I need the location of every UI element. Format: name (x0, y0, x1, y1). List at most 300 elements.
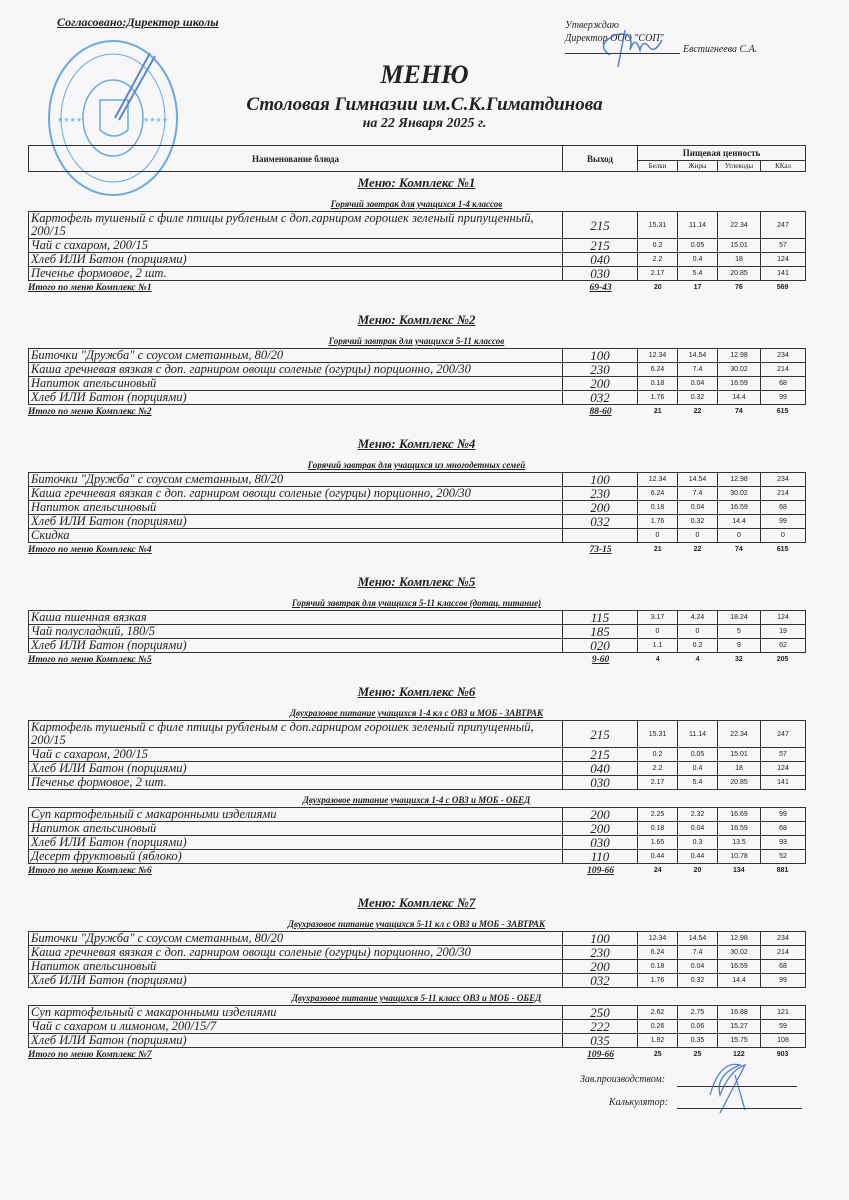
protein-cell: 0.2 (638, 239, 678, 253)
dish-output-cell: 100 (563, 349, 638, 363)
total-price: 73-15 (589, 545, 612, 555)
kcal-cell: 214 (761, 946, 806, 960)
protein-cell: 2.25 (638, 808, 678, 822)
carbs-cell: 10.78 (718, 850, 761, 864)
dish-name-cell: Хлеб ИЛИ Батон (порциями) (29, 974, 563, 988)
dish-name-cell: Биточки "Дружба" с соусом сметанным, 80/20 (29, 349, 563, 363)
dish-output-cell: 040 (563, 253, 638, 267)
table-row (29, 1034, 806, 1048)
table-row (29, 239, 806, 253)
table-row (29, 253, 806, 267)
kcal-cell: 59 (761, 1020, 806, 1034)
total-kcal: 205 (776, 656, 789, 663)
total-carbs: 76 (734, 284, 743, 291)
kcal-cell: 68 (761, 377, 806, 391)
group-subtitle: Горячий завтрак для учащихся из многодетных семей (307, 460, 526, 470)
protein-cell: 6.24 (638, 363, 678, 377)
dish-name-cell: Хлеб ИЛИ Батон (порциями) (29, 391, 563, 405)
section-title: Меню: Комплекс №2 (357, 312, 476, 327)
dish-output-cell: 200 (563, 501, 638, 515)
fat-cell: 0.2 (678, 639, 718, 653)
table-row (29, 836, 806, 850)
dish-output-cell: 230 (563, 363, 638, 377)
dish-name-cell: Каша гречневая вязкая с доп. гарниром овощи соленые (огурцы) порционно, 200/30 (29, 363, 563, 377)
carbs-cell: 22.34 (718, 721, 761, 748)
total-carbs: 122 (733, 1051, 745, 1058)
dish-table (28, 1005, 806, 1048)
kcal-cell: 124 (761, 611, 806, 625)
carbs-cell: 30.02 (718, 487, 761, 501)
section-title: Меню: Комплекс №4 (357, 436, 476, 451)
table-row (29, 363, 806, 377)
protein-cell: 2.17 (638, 267, 678, 281)
kcal-cell: 68 (761, 501, 806, 515)
section-total (28, 653, 805, 667)
kcal-cell: 214 (761, 487, 806, 501)
protein-cell: 2.17 (638, 776, 678, 790)
table-row (29, 960, 806, 974)
protein-cell: 0.18 (638, 822, 678, 836)
dish-name-cell: Биточки "Дружба" с соусом сметанным, 80/20 (29, 932, 563, 946)
dish-output-cell: 222 (563, 1020, 638, 1034)
total-carbs: 74 (734, 408, 743, 415)
kcal-cell: 108 (761, 1034, 806, 1048)
menu-section (28, 571, 805, 667)
dish-output-cell (563, 529, 638, 543)
dish-output-cell: 110 (563, 850, 638, 864)
table-row (29, 808, 806, 822)
calculator-label: Калькулятор: (609, 1097, 668, 1108)
kcal-cell: 141 (761, 267, 806, 281)
dish-name-cell: Хлеб ИЛИ Батон (порциями) (29, 836, 563, 850)
kcal-cell: 99 (761, 808, 806, 822)
dish-output-cell: 230 (563, 946, 638, 960)
carbs-cell: 9 (718, 639, 761, 653)
protein-cell: 0 (638, 625, 678, 639)
page-title: МЕНЮ (380, 60, 469, 89)
dish-table (28, 472, 806, 543)
fat-cell: 0.35 (678, 1034, 718, 1048)
menu-section (28, 309, 805, 419)
table-row (29, 611, 806, 625)
col-carbs: Углеводы (718, 161, 761, 172)
table-row (29, 391, 806, 405)
section-total (28, 864, 805, 878)
protein-cell: 12.34 (638, 473, 678, 487)
kcal-cell: 99 (761, 391, 806, 405)
carbs-cell: 0 (718, 529, 761, 543)
total-kcal: 615 (776, 408, 789, 415)
production-head-label: Зав.производством: (580, 1074, 666, 1085)
fat-cell: 7.4 (678, 487, 718, 501)
table-row (29, 932, 806, 946)
protein-cell: 0.2 (638, 748, 678, 762)
menu-date: на 22 Января 2025 г. (362, 116, 487, 131)
dish-output-cell: 030 (563, 776, 638, 790)
total-kcal: 569 (776, 284, 789, 291)
canteen-name: Столовая Гимназии им.С.К.Гиматдинова (246, 94, 603, 115)
group-subtitle: Горячий завтрак для учащихся 5-11 классов (дотац. питание) (291, 598, 542, 608)
fat-cell: 0.04 (678, 377, 718, 391)
carbs-cell: 13.5 (718, 836, 761, 850)
dish-output-cell: 250 (563, 1006, 638, 1020)
total-protein: 4 (655, 656, 660, 663)
dish-table (28, 211, 806, 281)
carbs-cell: 20.85 (718, 776, 761, 790)
table-row (29, 515, 806, 529)
fat-cell: 0.04 (678, 501, 718, 515)
total-price: 9-60 (591, 655, 610, 665)
dish-output-cell: 230 (563, 487, 638, 501)
table-row (29, 974, 806, 988)
table-row (29, 762, 806, 776)
total-fat: 25 (693, 1051, 702, 1058)
fat-cell: 14.54 (678, 932, 718, 946)
protein-cell: 1.76 (638, 974, 678, 988)
table-row (29, 639, 806, 653)
dish-name-cell: Десерт фруктовый (яблоко) (29, 850, 563, 864)
fat-cell: 0.04 (678, 822, 718, 836)
total-label: Итого по меню Комплекс №6 (28, 866, 152, 876)
kcal-cell: 62 (761, 639, 806, 653)
table-row (29, 776, 806, 790)
menu-sections (28, 172, 805, 1076)
dish-output-cell: 032 (563, 391, 638, 405)
total-kcal: 881 (776, 867, 789, 874)
section-total (28, 1048, 805, 1062)
dish-output-cell: 032 (563, 974, 638, 988)
table-row (29, 267, 806, 281)
fat-cell: 5.4 (678, 776, 718, 790)
protein-cell: 1.1 (638, 639, 678, 653)
fat-cell: 0.3 (678, 836, 718, 850)
col-name: Наименование блюда (29, 146, 563, 172)
carbs-cell: 14.4 (718, 515, 761, 529)
carbs-cell: 20.85 (718, 267, 761, 281)
protein-cell: 1.76 (638, 515, 678, 529)
col-kcal: ККал (761, 161, 806, 172)
svg-text:★★★★: ★★★★ (143, 116, 169, 124)
protein-cell: 1.76 (638, 391, 678, 405)
svg-text:★★★★: ★★★★ (57, 116, 83, 124)
dish-name-cell: Каша гречневая вязкая с доп. гарниром овощи соленые (огурцы) порционно, 200/30 (29, 487, 563, 501)
protein-cell: 15.31 (638, 212, 678, 239)
dish-name-cell: Напиток апельсиновый (29, 501, 563, 515)
carbs-cell: 15.75 (718, 1034, 761, 1048)
dish-name-cell: Хлеб ИЛИ Батон (порциями) (29, 762, 563, 776)
carbs-cell: 15.27 (718, 1020, 761, 1034)
col-fat: Жиры (678, 161, 718, 172)
section-title: Меню: Комплекс №1 (357, 175, 476, 190)
production-head-signature (690, 1055, 770, 1115)
total-fat: 22 (693, 546, 702, 553)
agreed-by-school-director: Согласовано:Директор школы (57, 15, 219, 29)
col-out: Выход (563, 146, 638, 172)
carbs-cell: 18 (718, 253, 761, 267)
fat-cell: 14.54 (678, 473, 718, 487)
group-subtitle: Двухразовое питание учащихся 1-4 с ОВЗ и МОБ - ОБЕД (302, 795, 531, 805)
total-carbs: 32 (734, 656, 743, 663)
table-row (29, 212, 806, 239)
menu-section (28, 433, 805, 557)
dish-table (28, 807, 806, 864)
section-title: Меню: Комплекс №6 (357, 684, 476, 699)
dish-name-cell: Хлеб ИЛИ Батон (порциями) (29, 639, 563, 653)
total-fat: 22 (693, 408, 702, 415)
total-price: 88-60 (589, 407, 612, 417)
protein-cell: 0 (638, 529, 678, 543)
approve-label: Утверждаю (565, 20, 619, 31)
total-fat: 20 (693, 867, 702, 874)
dish-output-cell: 115 (563, 611, 638, 625)
dish-name-cell: Картофель тушеный с филе птицы рубленым с доп.гарниром горошек зеленый припущенный, 200/15 (29, 212, 563, 239)
total-price: 109-66 (587, 866, 615, 876)
carbs-cell: 15.01 (718, 239, 761, 253)
dish-name-cell: Печенье формовое, 2 шт. (29, 267, 563, 281)
group-subtitle: Двухразовое питание учащихся 1-4 кл с ОВЗ и МОБ - ЗАВТРАК (289, 708, 544, 718)
dish-name-cell: Чай с сахаром, 200/15 (29, 748, 563, 762)
dish-output-cell: 030 (563, 836, 638, 850)
section-title: Меню: Комплекс №7 (357, 895, 476, 910)
section-total (28, 281, 805, 295)
dish-name-cell: Биточки "Дружба" с соусом сметанным, 80/20 (29, 473, 563, 487)
fat-cell: 0.32 (678, 974, 718, 988)
fat-cell: 2.32 (678, 808, 718, 822)
fat-cell: 0.44 (678, 850, 718, 864)
protein-cell: 6.24 (638, 946, 678, 960)
protein-cell: 3.17 (638, 611, 678, 625)
protein-cell: 12.34 (638, 932, 678, 946)
carbs-cell: 16.59 (718, 960, 761, 974)
table-row (29, 529, 806, 543)
carbs-cell: 12.98 (718, 473, 761, 487)
dish-name-cell: Печенье формовое, 2 шт. (29, 776, 563, 790)
dish-output-cell: 200 (563, 377, 638, 391)
fat-cell: 2.75 (678, 1006, 718, 1020)
dish-name-cell: Хлеб ИЛИ Батон (порциями) (29, 1034, 563, 1048)
fat-cell: 0.32 (678, 515, 718, 529)
kcal-cell: 19 (761, 625, 806, 639)
group-subtitle: Горячий завтрак для учащихся 1-4 классов (330, 199, 503, 209)
fat-cell: 11.14 (678, 721, 718, 748)
approver-title: Директор ООО "СОП" (565, 33, 664, 44)
table-row (29, 501, 806, 515)
carbs-cell: 30.02 (718, 946, 761, 960)
carbs-cell: 18 (718, 762, 761, 776)
dish-name-cell: Каша гречневая вязкая с доп. гарниром овощи соленые (огурцы) порционно, 200/30 (29, 946, 563, 960)
dish-name-cell: Суп картофельный с макаронными изделиями (29, 808, 563, 822)
total-fat: 4 (695, 656, 700, 663)
director-name: Евстигнеева С.А. (683, 44, 758, 55)
fat-cell: 11.14 (678, 212, 718, 239)
kcal-cell: 99 (761, 974, 806, 988)
dish-name-cell: Картофель тушеный с филе птицы рубленым с доп.гарниром горошек зеленый припущенный, 200/15 (29, 721, 563, 748)
kcal-cell: 141 (761, 776, 806, 790)
dish-table (28, 720, 806, 790)
protein-cell: 2.62 (638, 1006, 678, 1020)
protein-cell: 15.31 (638, 721, 678, 748)
fat-cell: 7.4 (678, 946, 718, 960)
fat-cell: 0 (678, 625, 718, 639)
carbs-cell: 5 (718, 625, 761, 639)
total-price: 109-66 (587, 1050, 615, 1060)
section-total (28, 543, 805, 557)
group-subtitle: Двухразовое питание учащихся 5-11 класс ОВЗ и МОБ - ОБЕД (291, 993, 542, 1003)
fat-cell: 5.4 (678, 267, 718, 281)
table-row (29, 721, 806, 748)
protein-cell: 12.34 (638, 349, 678, 363)
dish-output-cell: 035 (563, 1034, 638, 1048)
menu-section (28, 892, 805, 1062)
dish-output-cell: 100 (563, 932, 638, 946)
table-row (29, 487, 806, 501)
dish-name-cell: Скидка (29, 529, 563, 543)
dish-table (28, 348, 806, 405)
carbs-cell: 14.4 (718, 974, 761, 988)
kcal-cell: 234 (761, 932, 806, 946)
total-protein: 24 (653, 867, 662, 874)
carbs-cell: 16.59 (718, 501, 761, 515)
protein-cell: 6.24 (638, 487, 678, 501)
carbs-cell: 18.24 (718, 611, 761, 625)
dish-output-cell: 020 (563, 639, 638, 653)
total-carbs: 134 (733, 867, 745, 874)
carbs-cell: 16.69 (718, 808, 761, 822)
kcal-cell: 68 (761, 822, 806, 836)
dish-name-cell: Напиток апельсиновый (29, 822, 563, 836)
kcal-cell: 214 (761, 363, 806, 377)
dish-output-cell: 200 (563, 808, 638, 822)
menu-section (28, 172, 805, 295)
table-row (29, 1020, 806, 1034)
kcal-cell: 57 (761, 239, 806, 253)
dish-name-cell: Чай полусладкий, 180/5 (29, 625, 563, 639)
protein-cell: 0.18 (638, 960, 678, 974)
col-nutrition: Пищевая ценность (638, 146, 806, 161)
fat-cell: 0.05 (678, 748, 718, 762)
dish-output-cell: 100 (563, 473, 638, 487)
table-row (29, 349, 806, 363)
total-label: Итого по меню Комплекс №2 (28, 407, 152, 417)
protein-cell: 0.18 (638, 377, 678, 391)
total-protein: 20 (653, 284, 662, 291)
kcal-cell: 234 (761, 349, 806, 363)
dish-name-cell: Напиток апельсиновый (29, 960, 563, 974)
carbs-cell: 22.34 (718, 212, 761, 239)
section-title: Меню: Комплекс №5 (357, 574, 476, 589)
carbs-cell: 15.01 (718, 748, 761, 762)
fat-cell: 14.54 (678, 349, 718, 363)
total-protein: 25 (653, 1051, 662, 1058)
dish-output-cell: 215 (563, 748, 638, 762)
carbs-cell: 16.88 (718, 1006, 761, 1020)
dish-output-cell: 040 (563, 762, 638, 776)
table-row (29, 850, 806, 864)
dish-name-cell: Чай с сахаром и лимоном, 200/15/7 (29, 1020, 563, 1034)
fat-cell: 0.06 (678, 1020, 718, 1034)
total-carbs: 74 (734, 546, 743, 553)
carbs-cell: 12.98 (718, 349, 761, 363)
total-kcal: 903 (776, 1051, 789, 1058)
carbs-cell: 30.02 (718, 363, 761, 377)
kcal-cell: 0 (761, 529, 806, 543)
carbs-cell: 14.4 (718, 391, 761, 405)
fat-cell: 0.32 (678, 391, 718, 405)
dish-output-cell: 215 (563, 212, 638, 239)
kcal-cell: 247 (761, 212, 806, 239)
dish-output-cell: 215 (563, 239, 638, 253)
dish-name-cell: Хлеб ИЛИ Батон (порциями) (29, 253, 563, 267)
col-protein: Белки (638, 161, 678, 172)
dish-name-cell: Чай с сахаром, 200/15 (29, 239, 563, 253)
total-price: 69-43 (589, 283, 612, 293)
dish-output-cell: 185 (563, 625, 638, 639)
kcal-cell: 52 (761, 850, 806, 864)
table-header (28, 145, 806, 172)
total-label: Итого по меню Комплекс №4 (28, 545, 152, 555)
protein-cell: 0.44 (638, 850, 678, 864)
fat-cell: 0.4 (678, 253, 718, 267)
kcal-cell: 124 (761, 253, 806, 267)
fat-cell: 4.24 (678, 611, 718, 625)
protein-cell: 0.18 (638, 501, 678, 515)
dish-table (28, 610, 806, 653)
protein-cell: 2.2 (638, 762, 678, 776)
total-protein: 21 (653, 408, 662, 415)
protein-cell: 2.2 (638, 253, 678, 267)
table-row (29, 473, 806, 487)
protein-cell: 1.65 (638, 836, 678, 850)
kcal-cell: 68 (761, 960, 806, 974)
kcal-cell: 247 (761, 721, 806, 748)
table-row (29, 822, 806, 836)
dish-name-cell: Напиток апельсиновый (29, 377, 563, 391)
dish-name-cell: Хлеб ИЛИ Батон (порциями) (29, 515, 563, 529)
table-row (29, 1006, 806, 1020)
dish-output-cell: 200 (563, 960, 638, 974)
dish-name-cell: Суп картофельный с макаронными изделиями (29, 1006, 563, 1020)
group-subtitle: Горячий завтрак для учащихся 5-11 классов (328, 336, 505, 346)
fat-cell: 0 (678, 529, 718, 543)
carbs-cell: 16.59 (718, 822, 761, 836)
dish-output-cell: 030 (563, 267, 638, 281)
total-kcal: 615 (776, 546, 789, 553)
protein-cell: 0.26 (638, 1020, 678, 1034)
protein-cell: 1.92 (638, 1034, 678, 1048)
dish-output-cell: 215 (563, 721, 638, 748)
kcal-cell: 124 (761, 762, 806, 776)
kcal-cell: 234 (761, 473, 806, 487)
fat-cell: 0.05 (678, 239, 718, 253)
total-fat: 17 (693, 284, 702, 291)
table-row (29, 946, 806, 960)
carbs-cell: 12.98 (718, 932, 761, 946)
table-row (29, 748, 806, 762)
carbs-cell: 16.59 (718, 377, 761, 391)
dish-name-cell: Каша пшенная вязкая (29, 611, 563, 625)
dish-output-cell: 200 (563, 822, 638, 836)
total-label: Итого по меню Комплекс №5 (28, 655, 152, 665)
kcal-cell: 99 (761, 515, 806, 529)
fat-cell: 0.4 (678, 762, 718, 776)
fat-cell: 7.4 (678, 363, 718, 377)
table-row (29, 377, 806, 391)
kcal-cell: 93 (761, 836, 806, 850)
dish-output-cell: 032 (563, 515, 638, 529)
kcal-cell: 57 (761, 748, 806, 762)
group-subtitle: Двухразовое питание учащихся 5-11 кл с ОВЗ и МОБ - ЗАВТРАК (287, 919, 546, 929)
fat-cell: 0.04 (678, 960, 718, 974)
